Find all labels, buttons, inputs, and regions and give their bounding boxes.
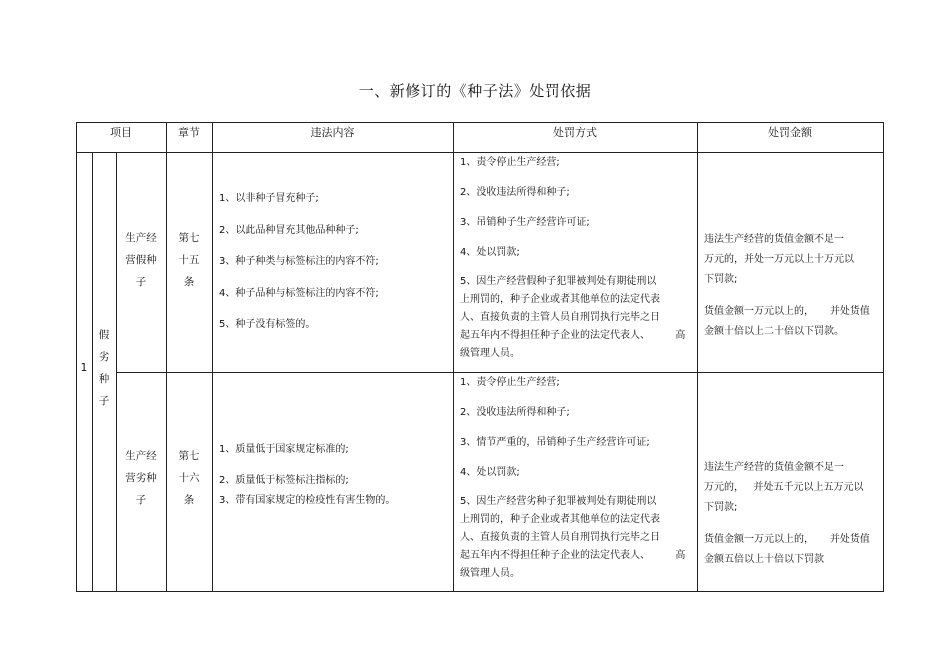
row1-penalties: 1、责令停止生产经营; 2、没收违法所得和种子; 3、吊销种子生产经营许可证; 4、处以罚款; 5、因生产经营假种子犯罪被判处有期徒刑以 上刑罚的，种子企业或者其他单位的法定代表 人、直接负责的主管人员自刑罚执行完毕之日 起五年内不得担任种子企业的法定代表人、 高 级管理人员。 (460, 157, 686, 359)
row2-violations: 1、质量低于国家规定标准的; 2、质量低于标签标注指标的; 3、带有国家规定的检疫性有害生物的。 (219, 444, 396, 506)
row1-violations: 1、以非种子冒充种子; 2、以此品种冒充其他品种种子; 3、种子种类与标签标注的内容不符; 4、种子品种与标签标注的内容不符; 5、种子没有标签的。 (219, 193, 379, 330)
header-violation: 违法内容 (310, 126, 355, 139)
header-fine: 处罚金额 (768, 126, 812, 139)
row2-penalties: 1、责令停止生产经营; 2、没收违法所得和种子; 3、情节严重的，吊销种子生产经营许可证; 4、处以罚款; 5、因生产经营劣种子犯罪被判处有期徒刑以 上刑罚的，种子企业或者其他单位的法定代表 人、直接负责的主管人员自刑罚执行完毕之日 起五年内不得担任种子企业的法定代表人、 高 级管理人员。 (460, 377, 686, 579)
row2-subitem: 生产经 营劣种 子 (125, 450, 157, 506)
header-penalty: 处罚方式 (553, 126, 597, 139)
group-name: 假 劣 种 子 (98, 329, 110, 407)
header-chapter: 章节 (178, 126, 200, 139)
page-title: 一、新修订的《种子法》处罚依据 (358, 82, 592, 100)
row2-chapter: 第七 十六 条 (178, 450, 200, 506)
row2-fines: 违法生产经营的货值金额不足一 万元的， 并处五千元以上五万元以 下罚款; 货值金额一万元以上的， 并处货值 金额五倍以上十倍以下罚款 (704, 462, 870, 565)
row1-fines: 违法生产经营的货值金额不足一 万元的，并处一万元以上十万元以 下罚款; 货值金额一万元以上的， 并处货值 金额十倍以上二十倍以下罚款。 (704, 234, 870, 337)
row1-subitem: 生产经 营假种 子 (125, 232, 157, 288)
row1-chapter: 第七 十五 条 (178, 232, 200, 288)
header-item: 项目 (110, 126, 132, 139)
group-number: 1 (80, 362, 88, 374)
